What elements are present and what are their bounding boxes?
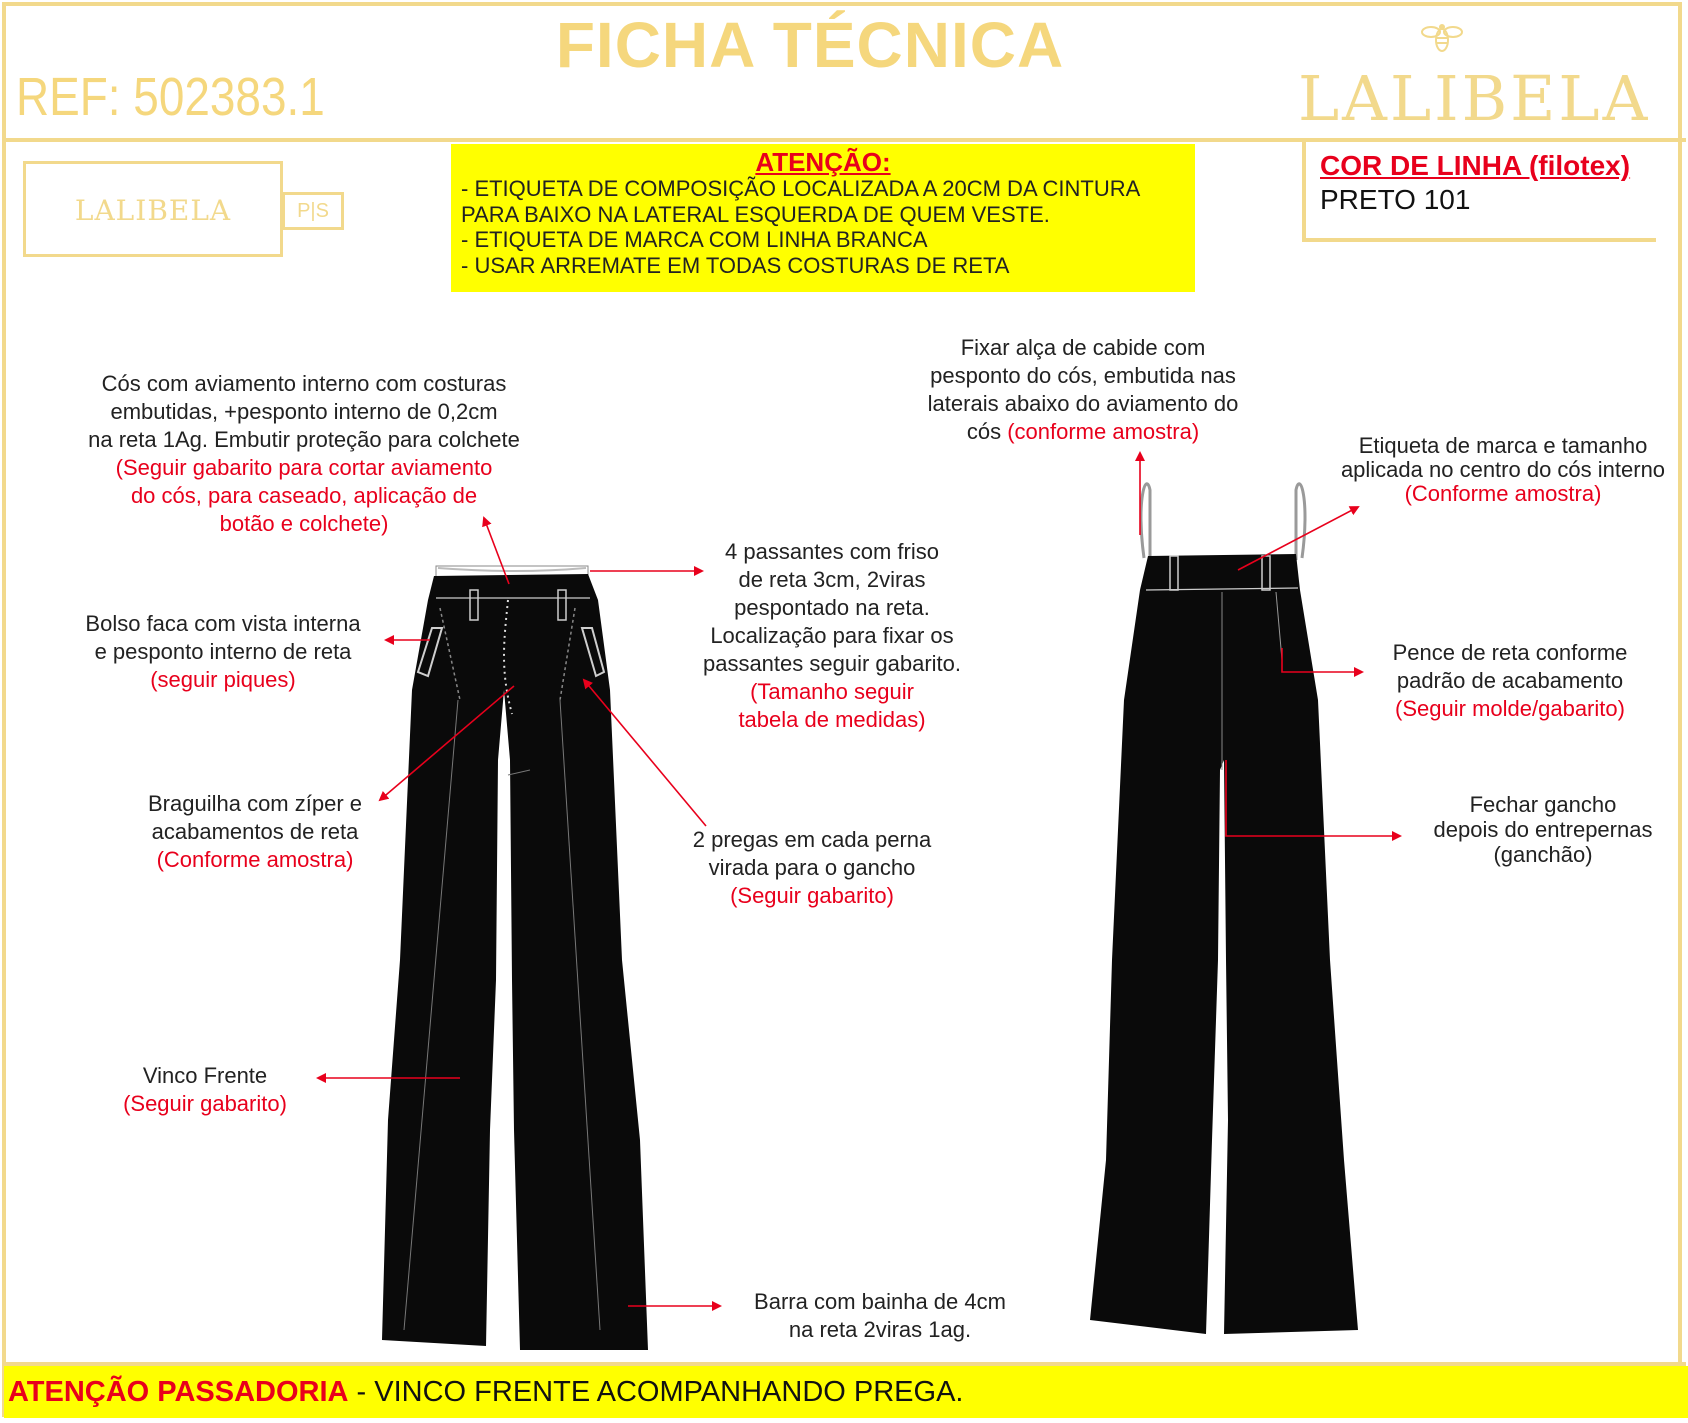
size-tag: P|S [282, 192, 344, 230]
attention-title: ATENÇÃO: [755, 147, 891, 177]
note-line: na reta 1Ag. Embutir proteção para colchete [88, 427, 520, 452]
attention-line: - ETIQUETA DE COMPOSIÇÃO LOCALIZADA A 20CM DA CINTURA [461, 176, 1141, 201]
note-line: passantes seguir gabarito. [702, 651, 962, 676]
note-barra [730, 1288, 1030, 1344]
note-pence [1372, 639, 1648, 723]
note-line-red: (Seguir gabarito) [730, 883, 894, 908]
note-line: Localização para fixar os [710, 623, 954, 648]
note-line: embutidas, +pesponto interno de 0,2cm [110, 399, 498, 424]
arrow-icon [1238, 507, 1358, 570]
ironing-attention-label: ATENÇÃO PASSADORIA [8, 1376, 349, 1408]
attention-line: - USAR ARREMATE EM TODAS COSTURAS DE RETA [461, 252, 1010, 278]
note-line: Etiqueta de marca e tamanho [1358, 433, 1648, 458]
note-line: pesponto do cós, embutida nas [930, 363, 1236, 388]
note-line: acabamentos de reta [151, 819, 359, 844]
brand-label-text: LALIBELA [74, 194, 232, 227]
ironing-attention-text: - VINCO FRENTE ACOMPANHANDO PREGA. [348, 1376, 964, 1408]
note-line: e pesponto interno de reta [94, 639, 352, 664]
note-cos [54, 370, 554, 538]
note-line: Pence de reta conforme [1392, 640, 1628, 665]
thread-color-value: PRETO 101 [1320, 184, 1471, 215]
note-line-red: (Seguir gabarito para cortar aviamento [115, 455, 493, 480]
note-bolso [58, 610, 388, 694]
note-line-red: botão e colchete) [219, 511, 389, 536]
note-gancho [1408, 792, 1678, 867]
note-line: Braguilha com zíper e [148, 791, 362, 816]
ironing-attention-bar [4, 1366, 1688, 1418]
note-line: na reta 2viras 1ag. [788, 1317, 972, 1342]
note-line-red: (Seguir gabarito) [123, 1091, 287, 1116]
note-line: Vinco Frente [142, 1063, 268, 1088]
note-braguilha [120, 790, 390, 874]
note-line: virada para o gancho [708, 855, 916, 880]
note-line: laterais abaixo do aviamento do [927, 391, 1239, 416]
note-line: depois do entrepernas [1433, 817, 1653, 842]
note-line-red: (Tamanho seguir [750, 679, 914, 704]
note-etiqueta [1318, 434, 1688, 506]
page-title: FICHA TÉCNICA [555, 9, 1065, 81]
note-line-part: cós [966, 419, 1008, 444]
note-passantes [672, 538, 992, 734]
note-alca [898, 334, 1268, 446]
attention-line: PARA BAIXO NA LATERAL ESQUERDA DE QUEM VESTE. [461, 201, 1050, 227]
note-line-red: (Conforme amostra) [1404, 481, 1602, 506]
note-line-red: (conforme amostra) [1007, 419, 1200, 444]
note-line-red: tabela de medidas) [738, 707, 926, 732]
note-line: Barra com bainha de 4cm [754, 1289, 1006, 1314]
note-line-red: (Seguir molde/gabarito) [1395, 696, 1625, 721]
note-line: padrão de acabamento [1396, 668, 1624, 693]
note-line: 4 passantes com friso [725, 539, 939, 564]
note-line: Cós com aviamento interno com costuras [101, 371, 507, 396]
note-line: Fechar gancho [1469, 792, 1617, 817]
brand-logo: LALIBELA [1298, 62, 1651, 135]
note-pregas [662, 826, 962, 910]
front-pants-drawing [382, 566, 648, 1350]
note-line: (ganchão) [1493, 842, 1593, 867]
note-line-red: (seguir piques) [150, 667, 296, 692]
attention-line: - ETIQUETA DE MARCA COM LINHA BRANCA [461, 227, 928, 252]
note-line: de reta 3cm, 2viras [738, 567, 926, 592]
note-line: pespontado na reta. [734, 595, 930, 620]
note-line: aplicada no centro do cós interno [1340, 457, 1666, 482]
note-line [898, 418, 1268, 446]
note-line: Bolso faca com vista interna [85, 611, 361, 636]
note-line-red: (Conforme amostra) [156, 847, 354, 872]
note-line: Fixar alça de cabide com [960, 335, 1206, 360]
note-line: 2 pregas em cada perna [692, 827, 932, 852]
thread-color-title: COR DE LINHA (filotex) [1320, 150, 1631, 181]
reference-code: REF: 502383.1 [16, 67, 325, 127]
note-line-red: do cós, para caseado, aplicação de [130, 483, 478, 508]
back-pants-drawing [1090, 484, 1358, 1334]
note-vinco [100, 1062, 310, 1118]
